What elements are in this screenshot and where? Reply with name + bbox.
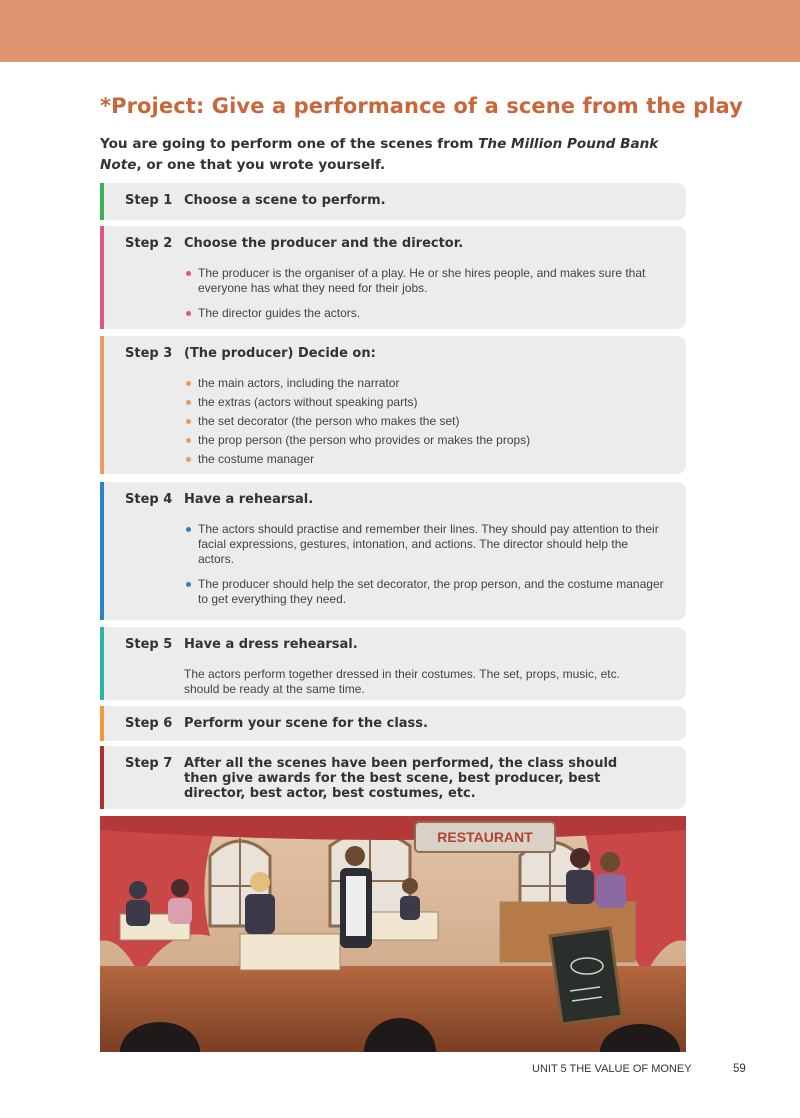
step-label: Step 6 <box>125 716 173 731</box>
list-item: The producer should help the set decorator, the prop person, and the costume manager to get everything they need. <box>184 577 664 607</box>
page-title: *Project: Give a performance of a scene from the play <box>100 94 743 118</box>
bullet-dot-icon <box>186 582 191 587</box>
step-title: Perform your scene for the class. <box>184 716 428 731</box>
step-label: Step 7 <box>125 756 173 771</box>
step-label: Step 5 <box>125 637 173 652</box>
book-title: The Million Pound Bank Note <box>100 136 659 173</box>
step-3 <box>100 336 686 474</box>
step-2 <box>100 226 686 329</box>
step-title: Choose the producer and the director. <box>184 236 464 251</box>
bullet-dot-icon <box>186 271 191 276</box>
list-item: the extras (actors without speaking parts) <box>184 395 664 410</box>
step-1 <box>100 183 686 220</box>
step-title: Have a rehearsal. <box>184 492 314 507</box>
bullet-dot-icon <box>186 527 191 532</box>
bullet-dot-icon <box>186 400 191 405</box>
step-label: Step 3 <box>125 346 173 361</box>
intro-text-end: , or one that you wrote yourself. <box>136 157 386 173</box>
step-label: Step 4 <box>125 492 173 507</box>
unit-title: UNIT 5 THE VALUE OF MONEY <box>532 1063 692 1075</box>
list-item: the costume manager <box>184 452 664 467</box>
restaurant-sign: RESTAURANT <box>437 829 533 845</box>
intro-text-start: You are going to perform one of the scenes from <box>100 136 479 152</box>
step-5 <box>100 627 686 700</box>
header-band <box>0 0 800 62</box>
list-item: The actors should practise and remember their lines. They should pay attention to their facial expressions, gestures, intonation, and actions. The director should help the actors. <box>184 522 664 567</box>
bullet-list <box>184 376 664 471</box>
intro-paragraph <box>100 134 700 176</box>
list-item: The director guides the actors. <box>184 306 664 321</box>
step-title: Have a dress rehearsal. <box>184 637 358 652</box>
step-6 <box>100 706 686 741</box>
bullet-list <box>184 522 664 617</box>
bullet-dot-icon <box>186 381 191 386</box>
bullet-dot-icon <box>186 457 191 462</box>
step-7 <box>100 746 686 809</box>
step-4 <box>100 482 686 620</box>
step-label: Step 1 <box>125 193 173 208</box>
bullet-dot-icon <box>186 438 191 443</box>
restaurant-scene-image <box>100 816 686 1052</box>
step-title: After all the scenes have been performed, the class should then give awards for the best scene, best producer, best director, best actor, best costumes, etc. <box>184 756 618 801</box>
list-item: the prop person (the person who provides or makes the props) <box>184 433 664 448</box>
bullet-list <box>184 266 664 331</box>
step-title: (The producer) Decide on: <box>184 346 376 361</box>
list-item: The producer is the organiser of a play. He or she hires people, and makes sure that everyone has what they need for their jobs. <box>184 266 664 296</box>
list-item: the main actors, including the narrator <box>184 376 664 391</box>
bullet-dot-icon <box>186 419 191 424</box>
step-title: Choose a scene to perform. <box>184 193 386 208</box>
bullet-dot-icon <box>186 311 191 316</box>
restaurant-illustration <box>100 816 686 1052</box>
step-label: Step 2 <box>125 236 173 251</box>
step-body-text: The actors perform together dressed in their costumes. The set, props, music, etc. should be ready at the same time. <box>184 667 620 696</box>
list-item: the set decorator (the person who makes the set) <box>184 414 664 429</box>
page-number: 59 <box>733 1063 746 1075</box>
